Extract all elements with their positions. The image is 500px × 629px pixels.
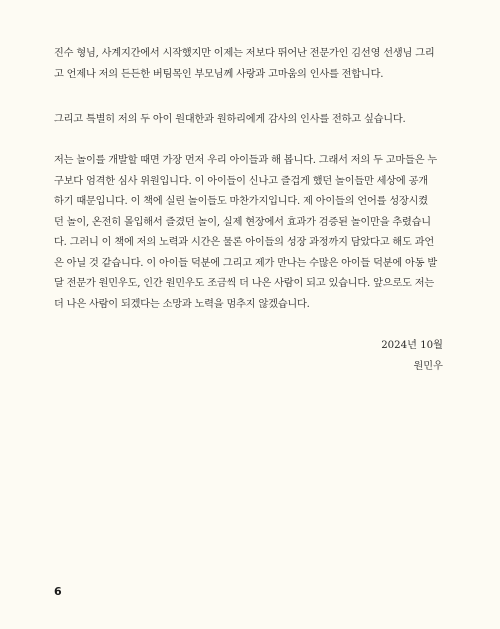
text-line: 저는 놀이를 개발할 때면 가장 먼저 우리 아이들과 해 봅니다. 그래서 저의 두 고마들은 누 (54, 155, 438, 166)
paragraph-closing (54, 151, 449, 315)
paragraph-acknowledgement-children (54, 110, 449, 131)
text-line: 은 아닐 것 같습니다. 이 아이들 덕분에 그리고 제가 만나는 수많은 아이들 덕분에 아동 발 (54, 257, 438, 269)
text-line: 다. 그러니 이 책에 저의 노력과 시간은 물론 아이들의 성장 과정까지 담았다고 해도 과언 (54, 237, 434, 248)
text-line: 던 놀이, 온전히 몰입해서 즐겼던 놀이, 실제 현장에서 효과가 검증된 놀이만을 추렸습니 (54, 216, 431, 228)
text-line: 달 전문가 원민우도, 인간 원민우도 조금씩 더 나은 사람이 되고 있습니다. 앞으로도 저는 (54, 278, 434, 289)
text-line: 진수 형님, 사계지간에서 시작했지만 이제는 저보다 뛰어난 전문가인 김선영 선생님 그리 (54, 48, 435, 59)
text-line: 더 나은 사람이 되겠다는 소망과 노력을 멈추지 않겠습니다. (54, 298, 310, 310)
text-line: 구보다 엄격한 심사 위원입니다. 이 아이들이 신나고 즐겁게 했던 놀이들만 세상에 공개 (54, 175, 428, 187)
signature-date: 2024년 10월 (381, 340, 443, 351)
paragraph-acknowledgement-family (54, 44, 449, 85)
text-line: 고 언제나 저의 든든한 버팀목인 부모님께 사랑과 고마움의 인사를 전합니다. (54, 68, 384, 80)
signature-author: 원민우 (413, 361, 443, 372)
text-line: 그리고 특별히 저의 두 아이 원대한과 원하리에게 감사의 인사를 전하고 싶습니다. (54, 114, 406, 125)
text-line: 하기 때문입니다. 이 책에 실린 놀이들도 마찬가지입니다. 제 아이들의 언어를 성장시켰 (54, 196, 428, 207)
page-number: 6 (54, 585, 62, 598)
